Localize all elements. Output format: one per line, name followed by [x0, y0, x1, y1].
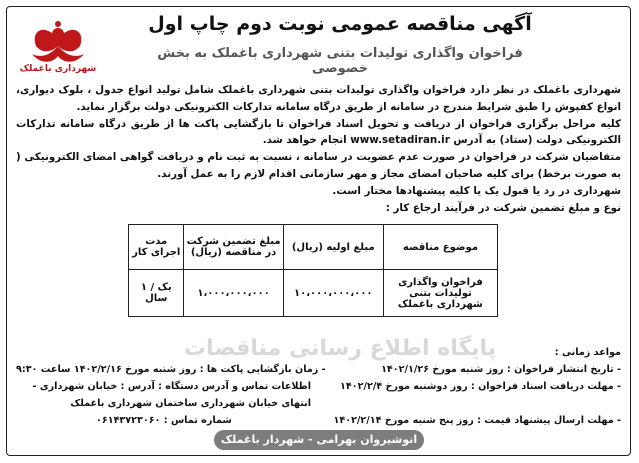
table-header: مدت اجرای کار [129, 225, 184, 270]
table-header: موضوع مناقصه [383, 225, 497, 270]
paragraph-guarantee: نوع و مبلغ تضمین شرکت در فرآیند ارجاع کار : [385, 201, 621, 214]
table-cell: ۱۰،۰۰۰،۰۰۰،۰۰۰ [283, 270, 383, 317]
notice-title: آگهی مناقصه عمومی نوبت دوم چاپ اول [148, 13, 532, 35]
paragraph-intro: شهرداری باغملک در نظر دارد فراخوان واگذاری تولیدات بتنی شهرداری باغملک شامل تولید انواع جدول ، بلوک دیواری، انواع کفپوش را طبق شرایط مندرج در سامانه از طریق درگاه سامانه تدارکات الکترونیکی دولت برگزار نماید. [16, 84, 621, 113]
table-cell: یک / ۱ سال [129, 270, 184, 317]
contact-phone: شماره تماس : ۰۶۱۴۳۷۲۳۰۶۰ [96, 415, 232, 426]
notice-body [16, 82, 621, 216]
table-header-row [129, 225, 498, 270]
publish-date: - تاریخ انتشار فراخوان : روز شنبه مورخ ۱۴۰۲/۱/۲۶ [381, 364, 621, 375]
table-cell: ۱،۰۰۰،۰۰۰،۰۰۰ [184, 270, 283, 317]
paragraph-procedure: کلیه مراحل برگزاری فراخوان از دریافت و تحویل اسناد فراخوان تا بازگشایی پاکت ها از طریق درگاه سامانه تدارکات الکترونیکی دولت (ستاد) به آدرس www.setadiran.ir انجام خواهد شد. [16, 117, 621, 147]
paragraph-registration: متقاضیان شرکت در فراخوان در صورت عدم عضویت در سامانه ، نسبت به ثبت نام و دریافت گواهی امضای الکترونیکی ( به صورت برخط) برای کلیه صاحبان امضای مجاز و مهر سازمانی اقدام لازم را به عمل آورند. [16, 151, 621, 180]
schedule-label: مواعد زمانی : [554, 347, 621, 358]
tender-table [128, 224, 498, 317]
opening-date: - زمان بازگشایی پاکت ها : روز شنبه مورخ ۱۴۰۲/۲/۱۶ ساعت ۹:۳۰ [16, 364, 326, 375]
watermark: پایگاه اطلاع رسانی مناقصات [183, 336, 497, 361]
table-row [129, 270, 498, 317]
municipality-logo [22, 16, 94, 70]
table-cell: فراخوان واگذاری تولیدات بتنی شهرداری باغملک [383, 270, 497, 317]
paragraph-rights: شهرداری در رد یا قبول یک یا کلیه پیشنهادها مختار است. [332, 184, 621, 197]
logo-caption: شهرداری باغملک [19, 64, 97, 74]
docs-deadline: - مهلت دریافت اسناد فراخوان : روز دوشنبه مورخ ۱۴۰۲/۲/۴ [340, 381, 621, 392]
submit-deadline: - مهلت ارسال پیشنهاد قیمت : روز پنج شنبه مورخ ۱۴۰۲/۲/۱۴ [333, 415, 621, 426]
notice-subtitle: فراخوان واگذاری تولیدات بتنی شهرداری باغملک به بخش خصوصی [157, 46, 523, 76]
signature-footer: انوشیروان بهرامی - شهردار باغملک [214, 430, 424, 450]
table-header: مبلغ اولیه (ریال) [283, 225, 383, 270]
contact-address: اطلاعات تماس و آدرس دستگاه : آدرس : خیابان شهرداری - انتهای خیابان شهرداری ساختمان شهرداری باغملک [32, 381, 311, 409]
table-header: مبلغ تضمین شرکت در مناقصه (ریال) [184, 225, 283, 270]
